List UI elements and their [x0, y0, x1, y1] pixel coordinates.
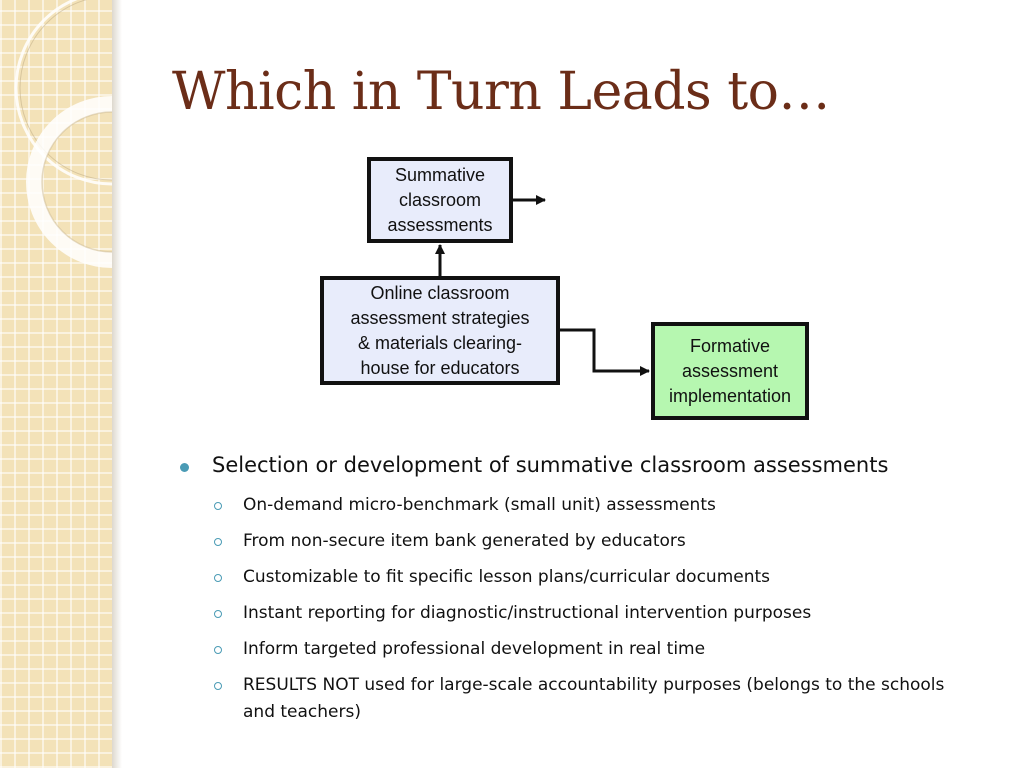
summative-box-line: assessments: [387, 214, 493, 235]
sub-bullet: Instant reporting for diagnostic/instructional intervention purposes: [243, 603, 812, 623]
formative-implementation-box: [651, 322, 809, 420]
summative-box-line: classroom: [398, 189, 481, 210]
sub-bullet: Customizable to fit specific lesson plans/curricular documents: [243, 567, 771, 587]
online-to-formative-arrow: [560, 330, 649, 371]
sub-bullet-circle-icon: [214, 502, 222, 510]
online-box-line: assessment strategies: [350, 307, 530, 328]
main-bullet: Selection or development of summative classroom assessments: [212, 453, 889, 477]
sub-bullet-circle-icon: [214, 646, 222, 654]
online-box-line: house for educators: [360, 357, 520, 378]
decorative-circles: [0, 0, 112, 300]
formative-box-line: assessment: [681, 360, 779, 381]
formative-box-line: implementation: [668, 385, 792, 406]
sub-bullet: On-demand micro-benchmark (small unit) assessments: [243, 495, 716, 515]
sub-bullet-circle-icon: [214, 538, 222, 546]
sub-bullet: Inform targeted professional development in real time: [243, 639, 706, 659]
summative-box-line: Summative: [394, 164, 485, 185]
online-clearinghouse-box: [320, 276, 560, 385]
online-box-line: & materials clearing-: [357, 332, 523, 353]
formative-box-line: Formative: [689, 335, 770, 356]
side-strip-shadow: [112, 0, 122, 768]
sub-bullet-circle-icon: [214, 610, 222, 618]
slide-title: Which in Turn Leads to…: [172, 62, 830, 122]
sub-bullet-circle-icon: [214, 574, 222, 582]
online-box-line: Online classroom: [370, 282, 510, 303]
bullet-dot-icon: [180, 463, 189, 472]
sub-bullet: RESULTS NOT used for large-scale accountability purposes (belongs to the schools and teachers): [243, 675, 945, 722]
sub-bullet-circle-icon: [214, 682, 222, 690]
sub-bullet: From non-secure item bank generated by educators: [243, 531, 686, 551]
decorative-side-strip: [0, 0, 112, 768]
summative-assessments-box: [367, 157, 513, 243]
